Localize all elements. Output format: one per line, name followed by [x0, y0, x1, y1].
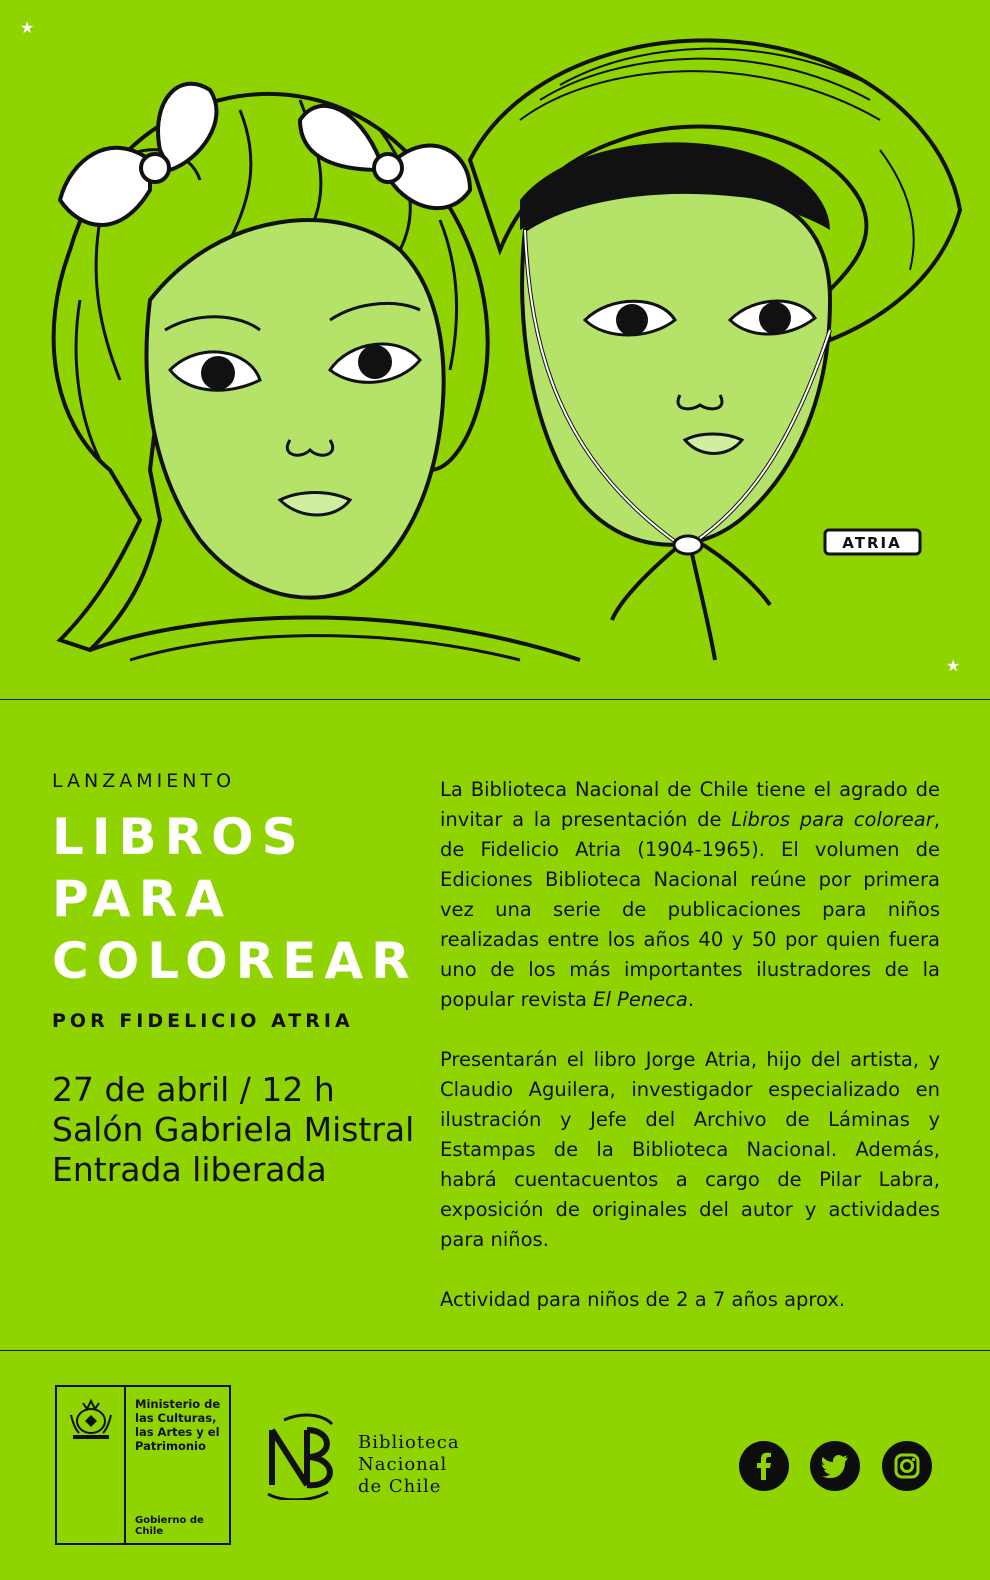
coat-of-arms-icon: [65, 1395, 117, 1441]
description-paragraph: La Biblioteca Nacional de Chile tiene el agrado de invitar a la presentación de Libros para colorear, de Fidelicio Atria (1904-1965). El volumen de Ediciones Biblioteca Nacional reúne por primera vez una serie de publicaciones para niños realizadas entre los años 40 y 50 por quien fuera uno de los más importantes ilustradores de la popular revista El Peneca.: [440, 778, 940, 1011]
boy-face: [522, 192, 830, 545]
title-line: LIBROS: [52, 808, 306, 866]
age-note: Actividad para niños de 2 a 7 años aprox.: [440, 1288, 846, 1311]
ministry-name: Ministerio de las Culturas, las Artes y el Patrimonio: [135, 1397, 221, 1453]
facebook-icon[interactable]: [739, 1441, 789, 1491]
star-decoration: ★: [20, 18, 35, 37]
divider-top: [0, 699, 990, 700]
event-date: 27 de abril / 12 h: [52, 1070, 335, 1109]
kicker-label: LANZAMIENTO: [52, 770, 236, 792]
biblioteca-monogram-icon: [262, 1410, 342, 1500]
event-entry: Entrada liberada: [52, 1150, 327, 1189]
ministry-logo: [55, 1385, 231, 1545]
title-line: PARA: [52, 870, 232, 928]
title-line: COLOREAR: [52, 932, 418, 990]
presenters-paragraph: Presentarán el libro Jorge Atria, hijo del artista, y Claudio Aguilera, investigador especializado en ilustración y Jefe del Archivo de Láminas y Estampas de la Biblioteca Nacional. Además, habrá cuentacuentos a cargo de Pilar Labra, exposición de originales del autor y actividades para niños.: [440, 1048, 940, 1251]
book-title: [52, 806, 432, 992]
library-name: Biblioteca Nacional de Chile: [358, 1432, 460, 1497]
artist-signature: ATRIA: [842, 534, 902, 552]
instagram-icon[interactable]: [882, 1441, 932, 1491]
divider-bottom: [0, 1350, 990, 1351]
event-heading-block: [52, 770, 432, 1190]
star-decoration: ★: [946, 656, 961, 675]
twitter-icon[interactable]: [810, 1441, 860, 1491]
children-illustration: [0, 0, 990, 700]
girl-collar: [90, 618, 580, 661]
event-details: [52, 1070, 432, 1190]
author-byline: POR FIDELICIO ATRIA: [52, 1010, 354, 1032]
logo-divider: [124, 1387, 126, 1543]
government-label: Gobierno de Chile: [135, 1515, 204, 1537]
girl-face: [147, 220, 444, 598]
event-description: [440, 775, 940, 1345]
event-place: Salón Gabriela Mistral: [52, 1110, 415, 1149]
